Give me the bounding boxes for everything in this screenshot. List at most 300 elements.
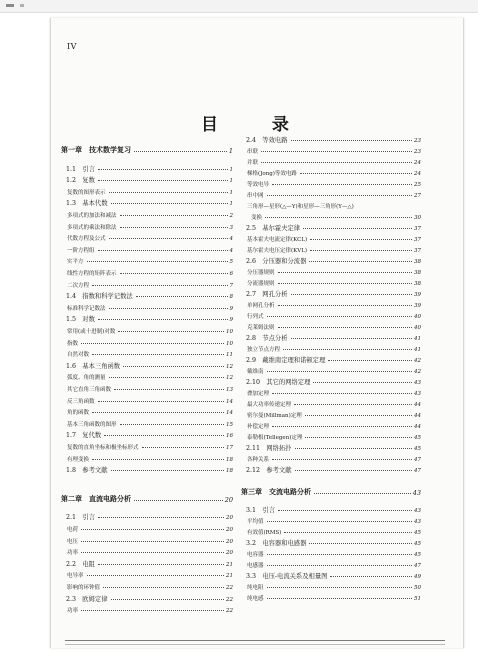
toc-page-number: 45: [414, 530, 421, 536]
toc-entry-title: 2.3 欧姆定律: [66, 595, 108, 603]
toc-dot-leader: [303, 228, 412, 229]
toc-section-entry: [61, 312, 233, 323]
toc-entry-title: 3.3 电压-电流关系及相量图: [246, 573, 328, 580]
toc-subentry: [61, 545, 233, 556]
toc-subentry: [61, 347, 233, 358]
toc-dot-leader: [310, 239, 412, 240]
toc-dot-leader: [120, 215, 228, 216]
toc-entry-title: 1.4 指数和科学记数法: [66, 293, 133, 301]
toc-entry-title: 有效值(RMS): [247, 530, 282, 536]
toc-dot-leader: [291, 294, 413, 295]
toc-page-number: 20: [226, 527, 233, 533]
toc-dot-leader: [278, 510, 412, 511]
toc-entry-title: 线性方程的矩阵表示: [67, 271, 117, 277]
toc-entry-title: 梯格(Jong)等效电路: [247, 171, 297, 177]
toc-entry-title: 2.11 网络拓扑: [246, 445, 292, 452]
toc-dot-leader: [278, 283, 412, 284]
toc-dot-leader: [305, 437, 412, 438]
toc-subentry: [241, 397, 421, 408]
toc-subentry: [61, 208, 233, 219]
toc-section-entry: [241, 441, 421, 452]
toc-dot-leader: [120, 424, 224, 425]
toc-dot-leader: [291, 338, 413, 339]
toc-entry-title: 电导率: [67, 573, 84, 580]
toc-section-entry: [241, 287, 421, 298]
toc-subentry: [61, 603, 233, 614]
toc-dot-leader: [81, 343, 224, 344]
toc-dot-leader: [109, 192, 228, 193]
toc-page-number: 18: [226, 456, 233, 463]
toc-entry-title: 二次方程: [67, 282, 90, 289]
toc-page-number: 20: [226, 515, 233, 522]
toc-dot-leader: [87, 261, 228, 262]
toc-page-number: 51: [414, 596, 421, 602]
toc-page-number: 22: [226, 585, 233, 591]
toc-dot-leader: [295, 470, 412, 471]
toc-dot-leader: [278, 272, 412, 273]
toc-page-number: 45: [414, 552, 421, 558]
toc-entry-title: 等效电导: [247, 182, 270, 188]
toc-entry-title: 反三角函数: [67, 398, 95, 405]
toc-entry-title: 1.2 复数: [66, 177, 95, 185]
toc-subentry: [241, 265, 421, 276]
toc-page-number: 45: [414, 446, 421, 452]
toc-entry-title: 功率: [67, 608, 79, 615]
toc-dot-leader: [294, 404, 412, 405]
toc-page-number: 1: [229, 189, 233, 196]
toc-entry-title: 2.8 节点分析: [246, 335, 288, 342]
toc-subentry: [61, 382, 233, 393]
toc-dot-leader: [120, 273, 228, 274]
toc-subentry: [241, 166, 421, 177]
toc-page-number: 37: [414, 237, 421, 243]
toc-dot-leader: [272, 393, 412, 394]
toc-dot-leader: [92, 354, 224, 355]
toc-subentry: [241, 298, 421, 309]
toc-entry-title: 独立节点方程: [247, 347, 281, 353]
toc-section-entry: [241, 503, 421, 514]
toc-dot-leader: [109, 308, 228, 309]
toc-subentry: [241, 243, 421, 254]
toc-dot-leader: [92, 285, 227, 286]
toc-dot-leader: [81, 541, 224, 542]
toc-entry-title: 2.5 基尔霍夫定律: [246, 225, 301, 232]
toc-section-entry: [61, 196, 233, 207]
toc-page-number: 4: [229, 247, 233, 254]
toc-entry-title: 指数: [67, 340, 79, 347]
toc-chapter-entry: [61, 493, 233, 504]
toc-entry-title: 行列式: [247, 314, 264, 320]
toc-page-number: 14: [226, 410, 233, 417]
toc-subentry: [61, 580, 233, 591]
toc-dot-leader: [134, 151, 227, 152]
toc-page-number: 38: [414, 259, 421, 265]
toc-dot-leader: [267, 316, 412, 317]
toc-subentry: [241, 188, 421, 199]
toc-dot-leader: [330, 576, 412, 577]
toc-subentry: [241, 210, 421, 221]
toc-entry-title: 1.5 对数: [66, 316, 95, 324]
toc-page-number: 43: [414, 519, 421, 525]
toc-page-number: 1: [228, 147, 233, 155]
toc-page-number: 10: [226, 329, 233, 335]
toc-chapter-entry: [61, 144, 233, 155]
toc-section-entry: [61, 428, 233, 439]
toc-entry-title: 1.1 引言: [66, 165, 95, 173]
toc-dot-leader: [328, 360, 412, 361]
toc-subentry: [61, 324, 233, 335]
toc-dot-leader: [111, 203, 228, 204]
toc-page-number: 20: [226, 550, 233, 557]
toc-subentry: [61, 417, 233, 428]
toc-chapter-entry: [241, 486, 421, 497]
toc-dot-leader: [118, 331, 224, 332]
toc-entry-title: 角的函数: [67, 410, 90, 417]
toc-entry-title: 电感器: [247, 563, 264, 569]
toc-page-number: 12: [226, 375, 233, 382]
toc-entry-title: 2.4 等效电路: [246, 137, 288, 144]
toc-entry-title: 多项式的乘法和除法: [67, 224, 117, 231]
toc-dot-leader: [267, 565, 412, 566]
toc-page-number: 30: [414, 215, 421, 221]
toc-section-entry: [241, 133, 421, 144]
toc-section-entry: [61, 359, 233, 370]
toc-entry-title: 2.1 引言: [66, 514, 95, 522]
bottom-rule-shadow: [65, 644, 445, 645]
toc-subentry: [241, 232, 421, 243]
toc-entry-title: 实平方: [67, 259, 84, 266]
toc-dot-leader: [267, 554, 412, 555]
toc-dot-leader: [267, 598, 412, 599]
toc-entry-title: 电容器: [247, 552, 264, 558]
toc-page-number: 15: [226, 421, 233, 428]
toc-section-entry: [241, 375, 421, 386]
toc-dot-leader: [267, 587, 412, 588]
toc-entry-title: 单网孔分析: [247, 303, 275, 309]
toc-dot-leader: [272, 426, 412, 427]
toc-section-entry: [241, 254, 421, 265]
toc-entry-title: 分压器规则: [247, 270, 275, 276]
toc-page-number: 37: [414, 226, 421, 232]
toc-page-number: 43: [414, 380, 421, 386]
toc-subentry: [61, 231, 233, 242]
toc-entry-title: 2.2 电阻: [66, 560, 95, 568]
toc-entry-title: 1.7 复代数: [66, 432, 102, 440]
toc-entry-title: 第三章 交流电路分析: [241, 487, 311, 496]
toc-page-number: 42: [414, 358, 421, 364]
toc-dot-leader: [295, 448, 412, 449]
toc-page-number: 23: [414, 149, 421, 155]
toc-page-number: 22: [226, 608, 233, 615]
toolbar-dot-icon: [20, 4, 24, 7]
toc-section-entry: [61, 173, 233, 184]
toc-subentry: [61, 394, 233, 405]
toc-page-number: 27: [414, 193, 421, 199]
toc-dot-leader: [278, 327, 412, 328]
toc-dot-leader: [103, 587, 224, 588]
toc-dot-leader: [111, 470, 225, 471]
toc-page-number: 1: [229, 201, 233, 208]
scanned-page: [50, 18, 464, 648]
toc-entry-title: 1.3 基本代数: [66, 200, 108, 208]
toc-entry-title: 串中网: [247, 193, 264, 199]
toc-subentry: [241, 547, 421, 558]
toc-page-number: 14: [226, 398, 233, 405]
toc-page-number: 5: [229, 259, 233, 266]
toc-page-number: 8: [229, 294, 233, 301]
toc-dot-leader: [109, 377, 224, 378]
toc-subentry: [241, 580, 421, 591]
toc-dot-leader: [98, 250, 228, 251]
toc-dot-leader: [261, 162, 412, 163]
toc-subentry: [61, 522, 233, 533]
toc-entry-title: 常用(或十进制)对数: [67, 329, 116, 335]
toc-dot-leader: [272, 184, 412, 185]
toc-dot-leader: [92, 459, 224, 460]
toc-page-number: 16: [226, 433, 233, 440]
toc-section-entry: [61, 510, 233, 521]
toc-page-number: 24: [414, 171, 421, 177]
toc-subentry: [241, 177, 421, 188]
toc-dot-leader: [92, 412, 224, 413]
toc-entry-title: 叠加定理: [247, 391, 270, 397]
toc-subentry: [61, 185, 233, 196]
toc-entry-title: 1.8 参考文献: [66, 467, 108, 475]
toc-page-number: 42: [414, 369, 421, 375]
toc-dot-leader: [109, 238, 228, 239]
toc-dot-leader: [309, 261, 412, 262]
toc-page-number: 41: [414, 336, 421, 342]
toc-dot-leader: [300, 173, 412, 174]
toc-subentry: [241, 342, 421, 353]
toc-entry-title: 弧度、角的测量: [67, 375, 106, 382]
toc-dot-leader: [98, 319, 228, 320]
toc-subentry: [241, 320, 421, 331]
toc-entry-title: 第一章 技术数学复习: [61, 145, 131, 154]
toc-entry-title: 串联: [247, 149, 259, 155]
toc-dot-leader: [81, 610, 224, 611]
toc-entry-title: 补偿定理: [247, 424, 270, 430]
toc-dot-leader: [136, 296, 228, 297]
toc-entry-title: 2.12 参考文献: [246, 467, 292, 474]
toc-page-number: 9: [229, 305, 233, 312]
toc-entry-title: 基本霍夫电流定律(KCL): [247, 237, 308, 243]
toc-page-number: 40: [414, 325, 421, 331]
toc-subentry: [241, 558, 421, 569]
toc-subentry: [241, 525, 421, 536]
toc-entry-title: 标准科学记数法: [67, 305, 106, 312]
toc-page-number: 21: [226, 561, 233, 568]
toc-entry-title: 戴维南: [247, 369, 264, 375]
toc-page-number: 41: [414, 347, 421, 353]
toc-dot-leader: [98, 517, 224, 518]
toc-dot-leader: [267, 371, 412, 372]
toc-section-entry: [241, 331, 421, 342]
toc-subentry: [61, 301, 233, 312]
toc-page-number: 1: [229, 166, 233, 173]
toc-subentry: [241, 144, 421, 155]
toc-page-number: 47: [414, 468, 421, 474]
toc-subentry: [241, 309, 421, 320]
toc-subentry: [61, 278, 233, 289]
toc-page-number: 18: [226, 468, 233, 475]
toc-page-number: 20: [226, 538, 233, 545]
toc-dot-leader: [120, 227, 228, 228]
toc-dot-leader: [81, 529, 224, 530]
toc-page-number: 50: [414, 585, 421, 591]
toc-dot-leader: [104, 435, 224, 436]
toc-entry-title: 2.7 网孔分析: [246, 291, 288, 298]
toc-page-number: 25: [414, 182, 421, 188]
toc-entry-title: 泰勒根(Tellegen)定理: [247, 435, 303, 441]
toc-section-entry: [61, 592, 233, 603]
toc-page-number: 1: [229, 178, 233, 185]
toc-page-number: 38: [414, 281, 421, 287]
toc-section-entry: [61, 289, 233, 300]
toc-entry-title: 3.2 电容器和电感器: [246, 540, 307, 547]
toc-page-number: 22: [226, 596, 233, 603]
toc-entry-title: 复数的图形表示: [67, 189, 106, 196]
toc-page-number: 23: [414, 138, 421, 144]
toc-page-number: 43: [414, 508, 421, 514]
toc-page-number: 3: [229, 224, 233, 231]
toc-page-number: 2: [229, 213, 233, 219]
toc-subentry: [241, 419, 421, 430]
toc-dot-leader: [313, 382, 412, 383]
toc-page-number: 21: [226, 573, 233, 580]
toc-entry-title: 2.9 戴维南定理和诺顿定理: [246, 357, 326, 364]
toc-page-number: 12: [226, 363, 233, 370]
toc-page-number: 7: [229, 282, 233, 289]
toc-page-number: 40: [414, 314, 421, 320]
toc-dot-leader: [98, 180, 228, 181]
toc-subentry: [241, 155, 421, 166]
toc-section-entry: [61, 463, 233, 474]
toc-entry-title: 克莱姆法则: [247, 325, 275, 331]
toc-page-number: 45: [414, 435, 421, 441]
toc-dot-leader: [123, 366, 224, 367]
toc-subentry: [61, 568, 233, 579]
toc-dot-leader: [305, 415, 412, 416]
toc-section-entry: [241, 221, 421, 232]
toc-entry-title: 2.10 其它的网络定理: [246, 379, 311, 386]
toc-subentry: [241, 430, 421, 441]
page-title: 目 录: [201, 115, 313, 135]
toc-dot-leader: [261, 151, 412, 152]
toc-page-number: 44: [414, 413, 421, 419]
toc-page-number: 17: [226, 445, 233, 451]
toc-subentry: [61, 243, 233, 254]
toc-page-number: 9: [229, 317, 233, 324]
toc-dot-leader: [267, 195, 412, 196]
toc-entry-title: 变换: [251, 215, 263, 221]
toc-page-number: 45: [414, 541, 421, 547]
toc-dot-leader: [309, 543, 412, 544]
toc-subentry: [61, 440, 233, 451]
bottom-rule: [65, 640, 445, 641]
toc-section-entry: [241, 463, 421, 474]
toc-dot-leader: [134, 500, 223, 501]
viewer-toolbar: [0, 0, 478, 13]
toc-section-entry: [241, 536, 421, 547]
toc-entry-title: 最大功率传递定理: [247, 402, 292, 408]
toc-dot-leader: [87, 575, 224, 576]
toc-page-number: 39: [414, 303, 421, 309]
toc-entry-title: 第二章 直流电路分析: [61, 493, 131, 503]
toc-dot-leader: [142, 447, 224, 448]
toc-subentry: [241, 199, 421, 210]
toc-subentry: [241, 408, 421, 419]
toc-dot-leader: [314, 493, 411, 494]
toc-page-number: 47: [414, 563, 421, 569]
toolbar-marker-icon: [6, 4, 14, 7]
toc-entry-title: 平均值: [247, 519, 264, 525]
toc-subentry: [61, 370, 233, 381]
toc-entry-title: 并联: [247, 160, 259, 166]
toc-page-number: 24: [414, 160, 421, 166]
page-number: IV: [67, 42, 77, 51]
toc-entry-title: 多项式的加法和减法: [67, 213, 117, 219]
toc-entry-title: 电荷: [67, 527, 79, 533]
toc-dot-leader: [291, 140, 413, 141]
toc-dot-leader: [98, 564, 224, 565]
toc-page-number: 44: [414, 424, 421, 430]
toc-section-entry: [241, 569, 421, 580]
toc-entry-title: 2.6 分压器和分流器: [246, 258, 307, 265]
toc-entry-title: 密尔曼(Millman)定理: [247, 413, 302, 419]
toc-page-number: 4: [229, 236, 233, 243]
toc-entry-title: 基本三角函数的图形: [67, 421, 117, 428]
toc-dot-leader: [310, 250, 412, 251]
toc-entry-title: 纯电阻: [247, 585, 264, 591]
toc-subentry: [241, 276, 421, 287]
toc-dot-leader: [111, 599, 225, 600]
toc-dot-leader: [98, 401, 224, 402]
toc-subentry: [61, 266, 233, 277]
toc-entry-title: 一阶方程组: [67, 247, 95, 254]
toc-page-number: 38: [414, 270, 421, 276]
toc-page-number: 44: [414, 402, 421, 408]
toc-subentry: [241, 452, 421, 463]
toc-dot-leader: [283, 349, 412, 350]
toc-dot-leader: [81, 552, 224, 553]
toc-page-number: 6: [229, 271, 233, 277]
toc-entry-title: 复数的直角坐标和极坐标形式: [67, 445, 139, 451]
toc-dot-leader: [284, 532, 412, 533]
toc-entry-title: 纯电感: [247, 596, 264, 602]
toc-subentry: [241, 591, 421, 602]
toc-entry-title: 影响的环钟值: [67, 585, 101, 591]
toc-page-number: 11: [226, 352, 233, 359]
toc-entry-title: 各种关系: [247, 457, 270, 463]
toc-page-number: 43: [412, 489, 421, 497]
toc-entry-title: 电压: [67, 538, 79, 545]
toc-page-number: 47: [414, 457, 421, 463]
toc-entry-title: 基尔霍夫电压定律(KVL): [247, 248, 308, 254]
toc-subentry: [61, 452, 233, 463]
toc-page-number: 43: [414, 391, 421, 397]
toc-page-number: 39: [414, 292, 421, 298]
toc-entry-title: 代数方程及公式: [67, 236, 106, 243]
toc-entry-title: 自然对数: [67, 352, 90, 359]
toc-page-number: 13: [226, 387, 233, 393]
toc-subentry: [61, 405, 233, 416]
toc-subentry: [241, 364, 421, 375]
toc-entry-title: 分流器规则: [247, 281, 275, 287]
toc-entry-title: 其它直角三角函数: [67, 387, 112, 393]
toc-subentry: [61, 534, 233, 545]
toc-entry-title: 有理变换: [67, 456, 90, 463]
